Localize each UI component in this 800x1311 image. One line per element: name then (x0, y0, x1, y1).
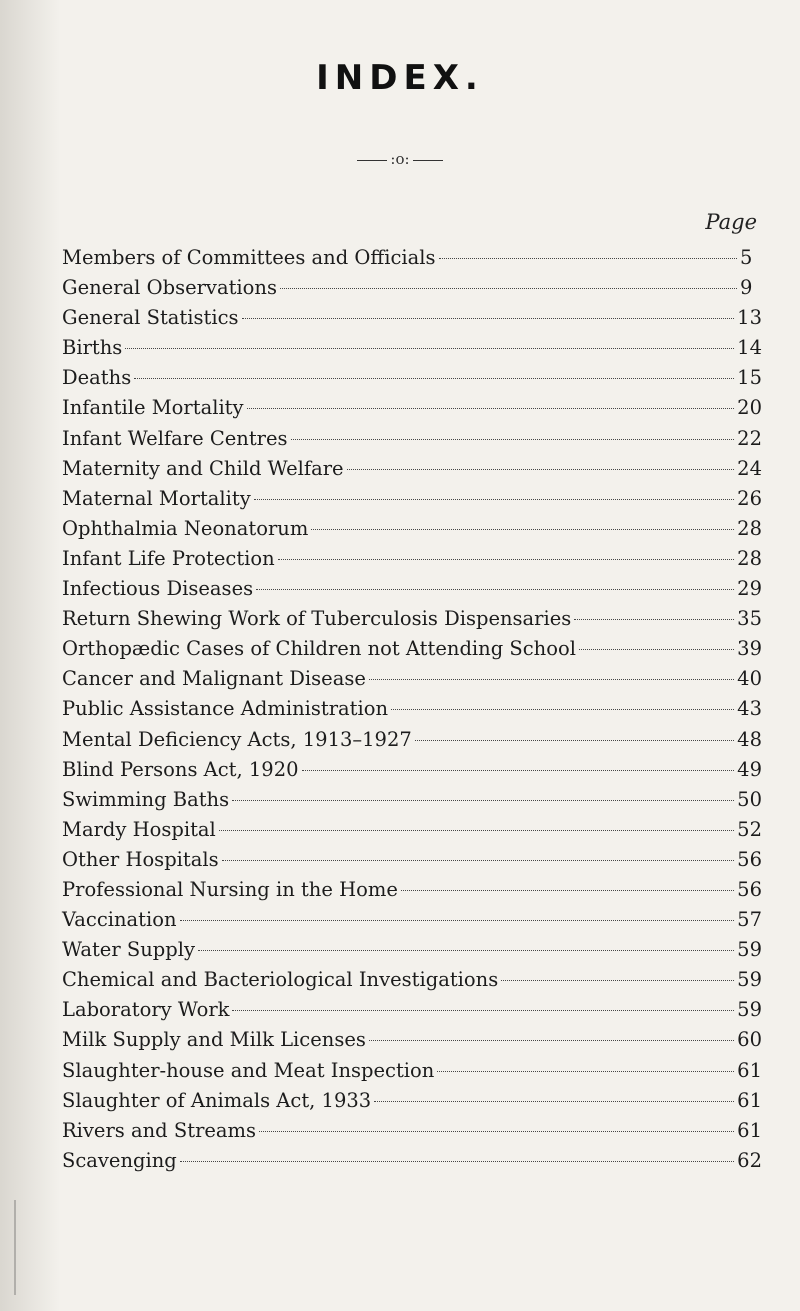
dot-leader (401, 890, 734, 891)
entry-page-number: 15 (737, 366, 762, 390)
dot-leader (134, 378, 734, 379)
entry-title: Ophthalmia Neonatorum (62, 516, 309, 540)
separator-line-right (413, 160, 443, 161)
dot-leader (347, 469, 735, 470)
entry-page-number: 22 (737, 426, 762, 450)
index-entry (62, 965, 762, 995)
dot-leader (180, 920, 735, 921)
entry-page-number: 40 (737, 667, 762, 691)
entry-title: Blind Persons Act, 1920 (62, 757, 299, 781)
index-entry (62, 634, 762, 664)
entry-title: Births (62, 336, 123, 360)
index-entry (62, 484, 762, 514)
index-entry (62, 424, 762, 454)
entry-page-number: 28 (737, 546, 762, 570)
entry-page-number: 61 (737, 1088, 762, 1112)
index-entry (62, 604, 762, 634)
entry-page-number: 39 (737, 637, 762, 661)
dot-leader (222, 860, 735, 861)
entry-title: Infantile Mortality (62, 396, 244, 420)
entry-title: Infant Welfare Centres (62, 426, 288, 450)
index-entry (62, 845, 762, 875)
entry-page-number: 29 (737, 577, 762, 601)
index-entry (62, 875, 762, 905)
index-entry (62, 1025, 762, 1055)
dot-leader (369, 1040, 734, 1041)
entry-title: Swimming Baths (62, 787, 230, 811)
dot-leader (259, 1131, 734, 1132)
index-entry (62, 694, 762, 724)
index-entry (62, 574, 762, 604)
entry-title: Slaughter-house and Meat Inspection (62, 1058, 435, 1082)
index-entry (62, 725, 762, 755)
dot-leader (437, 1071, 734, 1072)
entry-title: Rivers and Streams (62, 1118, 257, 1142)
index-entry (62, 1086, 762, 1116)
dot-leader (579, 649, 734, 650)
index-entry (62, 273, 762, 303)
entry-page-number: 14 (737, 336, 762, 360)
entry-title: Scavenging (62, 1148, 177, 1172)
dot-leader (280, 288, 737, 289)
dot-leader (278, 559, 734, 560)
entry-title: General Observations (62, 276, 277, 300)
dot-leader (232, 1010, 734, 1011)
entry-page-number: 52 (737, 817, 762, 841)
entry-page-number: 59 (737, 998, 762, 1022)
dot-leader (391, 709, 734, 710)
dot-leader (232, 800, 734, 801)
entry-page-number: 50 (737, 787, 762, 811)
dot-leader (574, 619, 734, 620)
entry-title: Chemical and Bacteriological Investigations (62, 968, 499, 992)
separator-mark: :o: (390, 150, 410, 168)
entry-page-number: 56 (737, 847, 762, 871)
entry-page-number: 35 (737, 607, 762, 631)
entry-title: Return Shewing Work of Tuberculosis Dispensaries (62, 607, 572, 631)
entry-title: Infectious Diseases (62, 577, 254, 601)
index-entry (62, 1056, 762, 1086)
entry-page-number: 61 (737, 1058, 762, 1082)
entry-page-number: 60 (737, 1028, 762, 1052)
entry-page-number: 43 (737, 697, 762, 721)
index-entry (62, 815, 762, 845)
entry-title: Infant Life Protection (62, 546, 275, 570)
entry-title: Slaughter of Animals Act, 1933 (62, 1088, 372, 1112)
index-entry (62, 1116, 762, 1146)
dot-leader (256, 589, 734, 590)
index-entry (62, 755, 762, 785)
entry-title: Cancer and Malignant Disease (62, 667, 366, 691)
entry-page-number: 24 (737, 456, 762, 480)
entry-page-number: 9 (740, 276, 753, 300)
entry-title: General Statistics (62, 306, 239, 330)
scan-edge-mark (14, 1200, 16, 1295)
index-entry (62, 544, 762, 574)
index-entry (62, 664, 762, 694)
entry-page-number: 56 (737, 877, 762, 901)
page-edge-shadow (0, 0, 60, 1311)
entry-page-number: 20 (737, 396, 762, 420)
index-list (62, 243, 762, 1176)
entry-title: Milk Supply and Milk Licenses (62, 1028, 366, 1052)
entry-title: Deaths (62, 366, 132, 390)
entry-page-number: 59 (737, 938, 762, 962)
entry-page-number: 13 (737, 306, 762, 330)
entry-title: Orthopædic Cases of Children not Attending School (62, 637, 576, 661)
entry-title: Vaccination (62, 908, 177, 932)
entry-page-number: 26 (737, 486, 762, 510)
entry-title: Laboratory Work (62, 998, 230, 1022)
index-entry (62, 333, 762, 363)
dot-leader (302, 770, 735, 771)
dot-leader (374, 1101, 734, 1102)
entry-title: Other Hospitals (62, 847, 219, 871)
dot-leader (415, 740, 734, 741)
dot-leader (501, 980, 734, 981)
index-entry (62, 454, 762, 484)
dot-leader (369, 679, 734, 680)
index-entry (62, 363, 762, 393)
page-column-heading: Page (705, 210, 757, 234)
entry-title: Mental Deficiency Acts, 1913–1927 (62, 727, 412, 751)
entry-title: Maternity and Child Welfare (62, 456, 344, 480)
title-separator (0, 150, 800, 168)
entry-title: Members of Committees and Officials (62, 246, 436, 269)
entry-page-number: 57 (737, 908, 762, 932)
index-entry (62, 995, 762, 1025)
index-entry (62, 785, 762, 815)
entry-page-number: 61 (737, 1118, 762, 1142)
entry-title: Professional Nursing in the Home (62, 877, 398, 901)
index-entry (62, 393, 762, 423)
entry-page-number: 5 (740, 246, 753, 269)
index-entry (62, 243, 762, 273)
entry-title: Public Assistance Administration (62, 697, 389, 721)
entry-page-number: 59 (737, 968, 762, 992)
index-entry (62, 514, 762, 544)
dot-leader (439, 258, 737, 259)
index-entry (62, 935, 762, 965)
dot-leader (125, 348, 734, 349)
entry-title: Water Supply (62, 938, 196, 962)
dot-leader (311, 529, 734, 530)
entry-page-number: 62 (737, 1148, 762, 1172)
dot-leader (198, 950, 734, 951)
index-entry (62, 1146, 762, 1176)
dot-leader (254, 499, 734, 500)
entry-page-number: 28 (737, 516, 762, 540)
separator-line-left (357, 160, 387, 161)
dot-leader (247, 408, 735, 409)
page-title: INDEX. (316, 58, 484, 98)
entry-page-number: 48 (737, 727, 762, 751)
entry-page-number: 49 (737, 757, 762, 781)
index-entry (62, 303, 762, 333)
entry-title: Maternal Mortality (62, 486, 251, 510)
index-entry (62, 905, 762, 935)
dot-leader (219, 830, 734, 831)
dot-leader (291, 439, 735, 440)
entry-title: Mardy Hospital (62, 817, 216, 841)
dot-leader (242, 318, 735, 319)
dot-leader (180, 1161, 734, 1162)
